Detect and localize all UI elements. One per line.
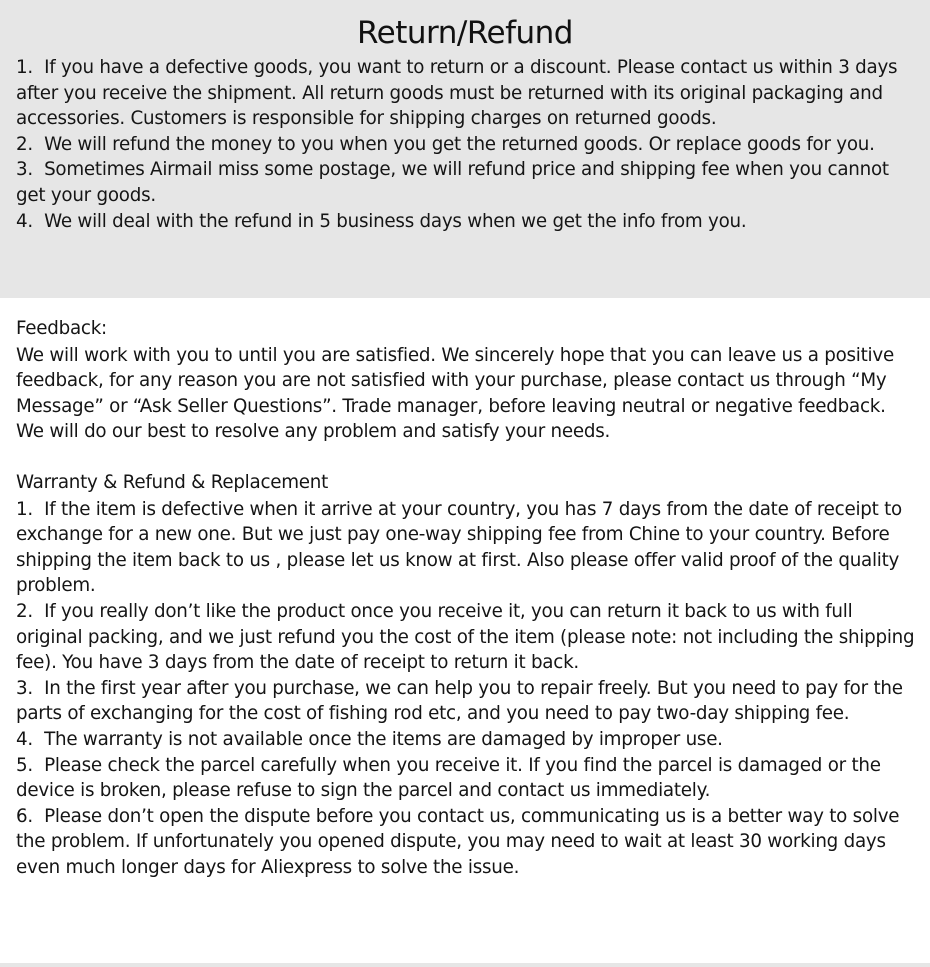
refund-item-1 [16,55,916,132]
refund-item-4-text: We will deal with the refund in 5 business days when we get the info from you. [44,210,747,232]
warranty-item-6-number: 6. [16,805,33,827]
refund-item-4 [16,209,916,235]
refund-item-1-text: If you have a defective goods, you want to return or a discount. Please contact us within 3 days after you receive the shipment. All return goods must be returned with its original packaging and accessories. Customers is responsible for shipping charges on returned goods. [16,57,898,130]
refund-item-3-text: Sometimes Airmail miss some postage, we will refund price and shipping fee when you cannot get your goods. [16,159,889,206]
refund-item-2-number: 2. [16,133,33,155]
warranty-item-1-number: 1. [16,498,33,520]
warranty-item-5-number: 5. [16,754,33,776]
warranty-item-3-text: In the first year after you purchase, we can help you to repair freely. But you need to pay for the parts of exchanging for the cost of fishing rod etc, and you need to pay two-day shipping fee. [16,677,903,725]
warranty-item-6-text: Please don’t open the dispute before you contact us, communicating us is a better way to solve the problem. If unfortunately you opened dispute, you may need to wait at least 30 working days even much longer days for Aliexpress to solve the issue. [16,805,900,878]
feedback-text: We will work with you to until you are satisfied. We sincerely hope that you can leave us a positive feedback, for any reason you are not satisfied with your purchase, please contact us through “My Message” or “Ask Seller Questions”. Trade manager, before leaving neutral or negative feedback. We will do our best to resolve any problem and satisfy your needs. [16,344,894,443]
refund-item-2-text: We will refund the money to you when you get the returned goods. Or replace goods for you. [44,133,875,155]
feedback-section [16,316,916,445]
warranty-item-5 [16,753,916,804]
warranty-item-4 [16,727,916,753]
refund-list [16,55,916,234]
warranty-item-4-text: The warranty is not available once the items are damaged by improper use. [44,728,723,750]
warranty-item-5-text: Please check the parcel carefully when you receive it. If you find the parcel is damaged or the device is broken, please refuse to sign the parcel and contact us immediately. [16,754,881,802]
warranty-heading: Warranty & Refund & Replacement [16,472,329,493]
warranty-item-4-number: 4. [16,728,33,750]
warranty-item-6 [16,804,916,881]
warranty-item-2-text: If you really don’t like the product once you receive it, you can return it back to us with full original packing, and we just refund you the cost of the item (please note: not including the shipping fee). You have 3 days from the date of receipt to return it back. [16,600,915,674]
refund-item-2 [16,132,916,158]
warranty-section [16,470,916,881]
warranty-item-2 [16,599,916,676]
refund-item-3-number: 3. [16,159,33,181]
warranty-item-1 [16,497,916,599]
refund-item-3 [16,157,916,208]
refund-item-4-number: 4. [16,210,33,232]
warranty-item-1-text: If the item is defective when it arrive at your country, you has 7 days from the date of receipt to exchange for a new one. But we just pay one-way shipping fee from Chine to your country. Before shipping the item back to us , please let us know at first. Also please offer valid proof of the quality problem. [16,498,902,597]
warranty-item-3 [16,676,916,727]
warranty-item-2-number: 2. [16,600,33,622]
page-title: Return/Refund [357,15,573,51]
warranty-item-3-number: 3. [16,677,33,699]
bottom-divider [0,963,930,967]
feedback-heading: Feedback: [16,318,107,339]
refund-item-1-number: 1. [16,57,33,78]
